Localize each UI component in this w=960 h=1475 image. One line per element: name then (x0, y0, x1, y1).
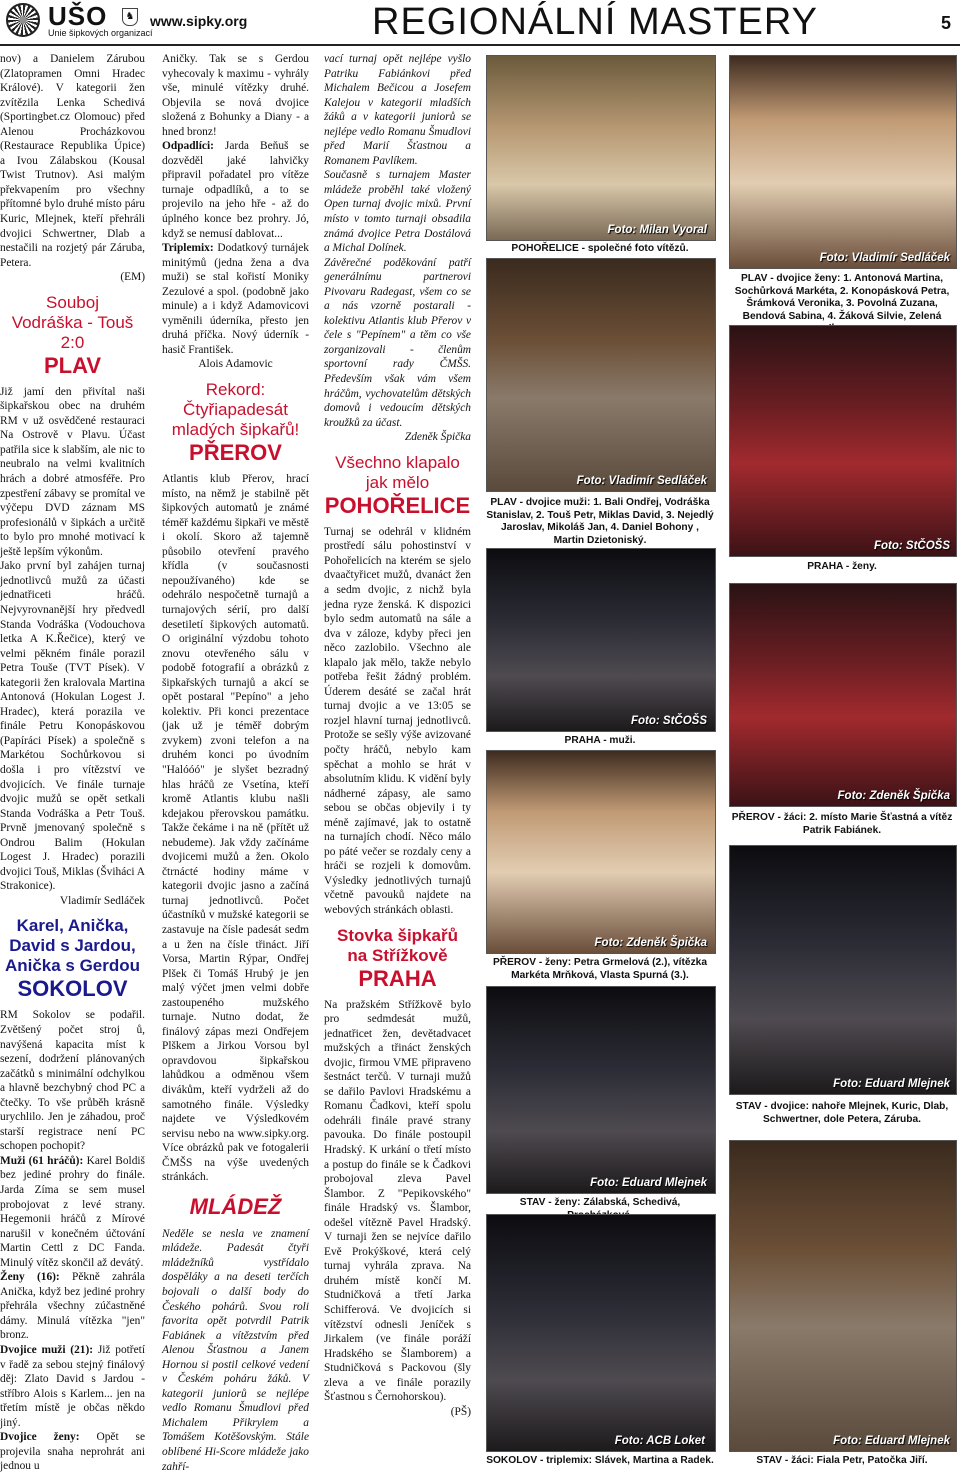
headline-location: PRAHA (358, 965, 437, 991)
photo-caption: SOKOLOV - triplemix: Slávek, Martina a Radek. (486, 1455, 714, 1466)
photo-credit: Foto: Eduard Mlejnek (833, 1078, 950, 1090)
author-signature: Alois Adamovic (198, 358, 273, 371)
author-signature: (EM) (120, 271, 145, 284)
section-label: Dvojice ženy: (0, 1431, 80, 1444)
photo-sokolov-triplemix (486, 1214, 716, 1452)
photo-prerov-women (486, 750, 716, 954)
page-number: 5 (941, 13, 952, 33)
headline-line: jak mělo (365, 472, 430, 492)
photo-caption: STAV - dvojice: nahoře Mlejnek, Kuric, Dlab, Schwertner, dole Petera, Záruba. (735, 1101, 949, 1125)
headline-line: Všechno klapalo (335, 452, 460, 472)
photo-caption: PRAHA - muži. (564, 735, 636, 746)
photo-credit: Foto: ACB Loket (614, 1435, 705, 1447)
section-text: Pěkně zahrála Anička, když bez jediné prohry přehrála všechny zúčastněné dámy. Minulá vítězka "jen" bronz. (0, 1271, 145, 1342)
headline-location: PLAV (43, 352, 102, 378)
headline-line: David s Jardou, (9, 936, 136, 956)
photo-prerov-juniors (729, 583, 957, 807)
article-paragraph (324, 52, 471, 168)
article-paragraph (162, 139, 309, 241)
section-label: Dvojice muži (21): (0, 1344, 94, 1357)
headline-line: Stovka šipkařů (337, 925, 458, 945)
photo-plav-women-doubles (729, 55, 957, 269)
headline-line: Karel, Anička, (16, 916, 129, 936)
headline-line: Rekord: (205, 380, 266, 400)
photo-credit: Foto: Zdeněk Špička (837, 790, 950, 802)
article-paragraph (0, 1343, 145, 1430)
photo-stav-doubles (729, 845, 957, 1095)
author-signature (324, 430, 471, 445)
headline-line: 2:0 (60, 332, 85, 352)
article-paragraph: RM Sokolov se podařil. Zvětšený počet stroj ů, navýšená kapacita míst k sezení, dodržení plánovaných začátků s minimální odchylkou a hlavně bezchybný chod PC a čtečky. To vše průběh krásně urychlilo. Jen je záhadou, proč starší registrace není PC schopen pochopit? (0, 1009, 145, 1153)
headline-line: na Střížkově (347, 945, 448, 965)
photo-credit: Foto: Milan Vyoral (607, 224, 707, 236)
photo-stav-juniors (729, 1140, 957, 1452)
headline-sokolov (0, 916, 145, 1002)
article-paragraph (0, 1270, 145, 1343)
photo-praha-women (729, 325, 957, 557)
article-paragraph (162, 241, 309, 357)
photo-plav-men-doubles (486, 258, 716, 492)
photo-caption: PŘEROV - žáci: 2. místo Marie Šťastná a vítěz Patrik Fabiánek. (731, 812, 953, 836)
photo-credit: Foto: Vladimír Sedláček (576, 475, 707, 487)
column-1 (0, 52, 145, 1474)
column-3 (324, 52, 471, 1419)
site-url[interactable]: www.sipky.org (150, 13, 248, 29)
headline-plav (0, 293, 145, 379)
photo-caption: PLAV - dvojice ženy: 1. Antonová Martina, Sochůrková Markéta, 2. Konopásková Petra, Šrámková Veronika, 3. Povolná Zuzana, Bendová Sabina, 4. Žáková Silvie, Zelená (734, 273, 950, 322)
photo-caption: POHOŘELICE - společné foto vítězů. (511, 243, 689, 254)
section-text: Dodatkový turnájek minitýmů (jedna žena a dva muži) se stal kořistí Moniky Zezulové a spol. (podobně jako minule) a i když Adamovicovi vyměnili úderníka, přesto jen druhá příčka. Nový úderník - hasič František. (162, 242, 309, 356)
section-label: Muži (61 hráčů): (0, 1154, 84, 1167)
photo-credit: Foto: StČOŠS (630, 715, 707, 727)
headline-line: Anička s Gerdou (4, 956, 141, 976)
dartboard-icon (6, 3, 40, 37)
article-paragraph: Na pražském Střížkově bylo pro sedmdesát mužů, jednatřicet žen, devětadvacet mužských a třináct ženských dvojic, firmou VME připraveno šestnáct terčů. V turnaji mužů se dařilo Pavlovi Hradskému a Romanu Čadkovi, kteří spolu odehráli finále pravé strany pavouka. Do finále postoupil Hradský. K urkání o třetí místo a postup do finále se k Čadkovi probojoval zleva Pavel Šlambor. Z "Pepikovského" finále Hradský vs. Šlambor, odešel vítězně Pavel Hradský. V turnaji žen se nejvíce dařilo Evě Prokýškové, která celý turnaj vyhrála zprava. Na druhém místě končí M. Studničková a třetí Jarka Schifferová. Ve dvojicích si vítězství odnesli Jeníček s Jirkalem (ve finále poráží Hradského se Šlamborem) a Studničková s Packovou (šly zleva a ve finále porazily Šťastnou s Černohorskou). (324, 998, 471, 1404)
headline-pohorelice (324, 453, 471, 519)
page-title: REGIONÁLNÍ MASTERY (372, 1, 818, 43)
photo-credit: Foto: Vladimír Sedláček (819, 252, 950, 264)
headline-mladez (162, 1193, 309, 1221)
photo-credit: Foto: Zdeněk Špička (594, 937, 707, 949)
headline-location: SOKOLOV (17, 976, 128, 1002)
photo-credit: Foto: Eduard Mlejnek (590, 1177, 707, 1189)
article-paragraph: Atlantis klub Přerov, hrací místo, na němž je stabilně pět šipkových automatů je známé téměř každému šipkaři ve městě i okolí. Skoro až tajemně působilo otevření pravého křídla (v současnosti nepoužívaného) kde se odehrálo nespočetně turnajů a turnajových sérií, pro další desetiletí šipkových automatů. O originální výzdobu tohoto znovu otevřeného sálu v podobě fotografií a obrázků z šipkařských turnajů a akcí se opět postaral "Pepíno" a jeho kolektiv. Při konci prezentace (jak už je téměř dobrým zvykem) zvoni telefon a na druhém konci po úvodním "Halóóó" je slyšet bezradný hlas hráčů ze Vsetína, kteří kromě Atlantis klubu našli kdejakou přerovskou památku. Takže čekáme i na ně (přítět už nebudeme). Jak vždy začínáme dvojicemi mužů a žen. Okolo čtrnácté hodiny máme v kategorii dvojic jasno a začíná turnaj jednotlivců. Počet účastníků v mužské kategorii se zastavuje na čísle padesát sedm a u žen na čísle třináct. Jiří Vorsa, Martin Rýpar, Ondřej Plšek či Tomáš Hrubý je jen malý výčet jmen velmi dobře zastoupeného mužského turnaje. Nutno dodat, že finálový zápas mezi Ondřejem Plškem a Jirkou Vorsou byl opravdovou šipkařskou lahůdkou a odměnou všem divákům, kteří vydrželi až do samotného finále. Výsledky najdete ve Výsledkovém servisu nebo na www.sipky.org. Více obrázků pak ve fotogalerii ČMŠS na výše uvedených stránkách. (162, 473, 309, 1184)
article-paragraph (162, 1227, 309, 1474)
column-2 (162, 52, 309, 1474)
photo-caption: PŘEROV - ženy: Petra Grmelová (2.), vítězka Markéta Mrňková, Vlasta Spurná (3.). (492, 957, 707, 981)
author-signature: Vladimír Sedláček (59, 894, 145, 907)
headline-line: mladých šipkařů! (171, 420, 300, 440)
article-paragraph (0, 1154, 145, 1270)
photo-caption: PRAHA - ženy. (807, 561, 877, 572)
section-label: Ženy (16): (0, 1271, 60, 1284)
page-header (0, 0, 960, 46)
article-paragraph: Jako první byl zahájen turnaj jednotlivců mužů za účasti jednatřiceti hráčů. Nejvyrovnanější hry předvedl Standa Vodráška (Vodouchova letka A K.Řečice), který ve velmi pěkném finále porazil Petra Touše (TVT Písek). V kategorii žen kralovala Martina Antonová (Hokulan Logest J. Hradec), která porazila ve finále Petru Konopáskovou (Papíráci Písek) a společně s Markétou Sochůrkovou si došla i pro vítězství ve dvojicích. Ve finále turnaje dvojic mužů se opět setkali Standa Vodráška a Petr Touš. Prvně jmenovaný společně s Ondrou Balim (Hokulan Logest J. Hradec) porazili dvojici Touš, Miklas (Šviháci A Strakonice). (0, 560, 145, 893)
article-paragraph: Aničky. Tak se s Gerdou vyhecovaly k maximu - vyhrály vše, minulé vítězky druhé. Objevila se nová dvojice složená z Bohunky a Diany - a hned bronz! (162, 53, 309, 138)
headline-location: PŘEROV (189, 440, 282, 466)
section-text: Jarda Beňuš se dozvěděl jaké lahvičky připravil pořadatel pro vítěze turnaje odpadlíků, a to se projevilo na jeho hře - až do úplného konce bez prohry. Jó, když se nemusí dablovat... (162, 140, 309, 240)
section-text: Karel Boldiš bez jediné prohry do finále. Jarda Zíma se sem musel probojovat z levé strany. Hegemonii hráčů z Mírové narušil v konečném účtování Martin Cettl z DC Fanda. Minulý vítěz skončil až devátý. (0, 1154, 145, 1269)
article-paragraph: nov) a Danielem Zárubou (Zlatopramen Omni Hradec Králové). V kategorii žen zvítězila Lenka Schedivá (Sportingbet.cz Olomouc) před Alenou Procházkovou (Restaurace Republika Úpice) a Ivou Zálabskou (Kousal Twist Trutnov). Asi malým překvapením pro všechny přítomné bylo druhé místo páru Kuric, Mlejnek, kteří přehráli dvojici Schwertner, Dlab a nestačili na rozjetý pár Záruba, Petera. (0, 53, 145, 269)
photo-caption: PLAV - dvojice muži: 1. Bali Ondřej, Vodráška Stanislav, 2. Touš Petr, Miklas David, 3. Nejedlý Jaroslav, Mikoláš Jan, 4. Daniel Bohony , Martin Dzietoniský. (486, 497, 714, 546)
section-label: Triplemix: (162, 242, 214, 255)
article-paragraph: Turnaj se odehrál v klidném prostředí sálu pohostinství v Pohořelicích na kterém se sjelo dvaačtyřicet mužů, dvanáct žen a sedm dvojic, z nichž byla jedna ryze ženská. K dispozici bylo sedm automatů na sále a dva v záloze, kdyby přeci jen něco zazlobilo. Všechno ale klapalo jak mělo, takže nebylo potřeba řešit žádný problém. Úderem desáté se začal hrát turnaj dvojic a ve 13:05 se rozjel hlavní turnaj jednotlivců. Protože se sešly výše avizované počty hráčů, nebylo kam spěchat a mohlo se hrát v absolutním klidu. K vidění byly nádherné zápasy, ale samo sebou se občas objevily i ty méně zajímavé, jak to ostatně na turnajích chodí. Něco málo po páté večer se rozdaly ceny a hráči se rozjeli k domovům. Výsledky jednotlivých turnajů včetně pavouků najdete na webových stránkách oblasti. (324, 525, 471, 916)
italic-text: Závěrečné poděkování patří generálnímu partnerovi Pivovaru Radegast, všem co se a nás vzorně postarali - kolektivu Atlantis klub Přerov v čele s "Pepínem" a těm co vše zorganizovali - členům sportovní rady ČMŠS. Především však vám všem hráčům, vychovatelům dětských domovů i vedoucím dětských kroužků za účast. (324, 256, 471, 429)
photo-stav-women (486, 986, 716, 1194)
section-label: Odpadlíci: (162, 140, 214, 153)
headline-line: Vodráška - Touš (11, 312, 134, 332)
headline-location: POHOŘELICE (324, 492, 471, 518)
headline-line: Souboj (46, 292, 99, 312)
headline-praha (324, 926, 471, 992)
photo-caption: STAV - žáci: Fiala Petr, Patočka Jiří. (756, 1455, 928, 1466)
section-text: Již potřetí v řadě za sebou stejný finálový děj: Zlato David s Jardou - stříbro Alois s Karlem... jen na třetím místě je občas někdo jiný. (0, 1344, 145, 1429)
article-paragraph (324, 168, 471, 255)
italic-text: Neděle se nesla ve znamení mládeže. Padesát čtyři mládežníků vystřídalo dospěláky a na deseti terčích bojovali o další body do Českého pohárů. Svou roli favorita opět potvrdil Patrik Fabiánek a vítězstvím před Alenou Šťastnou a Janem Hornou si postil celkové vedení v Českém poháru žáků. V kategorii juniorů se nejlépe vedlo Romanu Šmudlovi před Michalem Přikrylem a Tomášem Kotěšovským. Stále oblíbené Hi-Score mládeže jako zahří- (162, 1227, 309, 1473)
italic-text: Současně s turnajem Master mládeže proběhl také vložený Open turnaj dvojic mixů. První místo v tomto turnaji obsadila známá dvojice Petra Dostálová a Michal Dolínek. (324, 169, 471, 255)
section-text: Opět se projevila snaha neprohrát ani jednou u (0, 1431, 146, 1473)
headline-line: Čtyřiapadesát (183, 400, 288, 420)
photo-praha-men (486, 548, 716, 732)
article-paragraph (0, 1430, 145, 1474)
photo-credit: Foto: Eduard Mlejnek (833, 1435, 950, 1447)
article-paragraph: Již jamí den přivítal naši šipkařskou obec na druhém RM v už osvědčené restauraci Na Ostrově v Plavu. Účast patřila sice k slabším, ale nic to neubralo na velmi kvalitních hrách a dobré atmosféře. Pro zpestření zábavy se promítal ve výčepu DVD záznam MS profesionálů v šipkách a určitě to bylo pro mnohé motivací k ještě lepším výkonům. (0, 385, 145, 558)
headline-prerov (162, 380, 309, 466)
logo-subtitle: Unie šipkových organizací (48, 28, 153, 38)
author-signature: (PŠ) (450, 1405, 471, 1418)
logo-text: UŠO (48, 1, 108, 31)
lion-emblem-icon: ♞ (122, 8, 138, 26)
photo-caption: STAV - ženy: Zálabská, Schedivá, (519, 1197, 681, 1208)
article-paragraph (324, 256, 471, 431)
photo-credit: Foto: StČOŠS (873, 540, 950, 552)
italic-text: vací turnaj opět nejlépe vyšlo Patriku Fabiánkovi před Michalem Bečicou a Josefem Kalejou v kategorii mladších žáků a v kategorii juniorů se nejlépe vedlo Romanu Šmudlovi před Marií Šťastnou a Romanem Pavlíkem. (324, 53, 471, 167)
headline-location: MLÁDEŽ (189, 1193, 282, 1219)
photo-pohorelice-group (486, 55, 716, 241)
signature-text: Zdeněk Špička (404, 431, 471, 444)
